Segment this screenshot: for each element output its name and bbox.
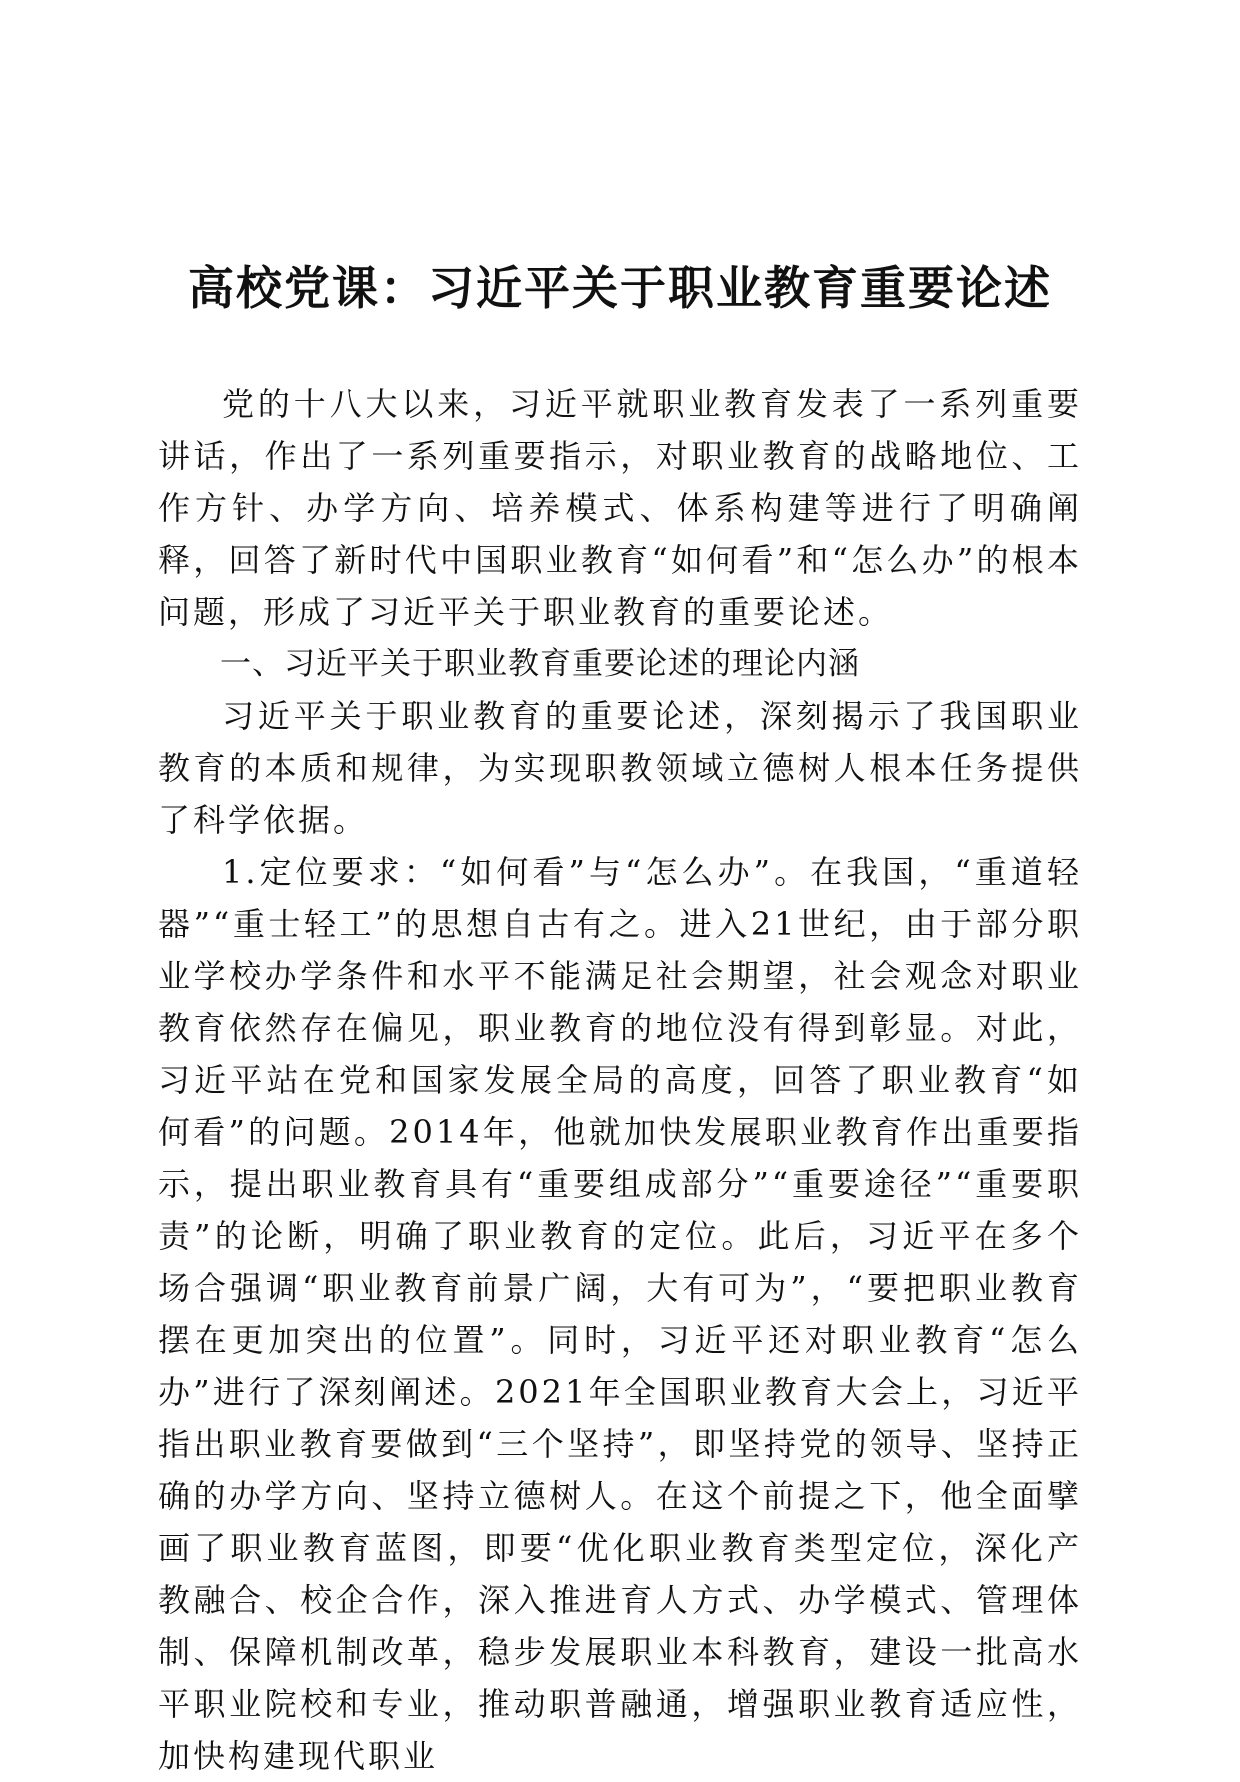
section-1-heading: 一、习近平关于职业教育重要论述的理论内涵 xyxy=(220,646,860,682)
point-1-paragraph: 1.定位要求：“如何看”与“怎么办”。在我国，“重道轻器”“重士轻工”的思想自古有之。进入21世纪，由于部分职业学校办学条件和水平不能满足社会期望，社会观念对职业教育依然存在偏见，职业教育的地位没有得到彰显。对此，习近平站在党和国家发展全局的高度，回答了职业教育“如何看”的问题。2014年，他就加快发展职业教育作出重要指示，提出职业教育具有“重要组成部分”“重要途径”“重要职责”的论断，明确了职业教育的定位。此后，习近平在多个场合强调“职业教育前景广阔，大有可为”，“要把职业教育摆在更加突出的位置”。同时，习近平还对职业教育“怎么办”进行了深刻阐述。2021年全国职业教育大会上，习近平指出职业教育要做到“三个坚持”，即坚持党的领导、坚持正确的办学方向、坚持立德树人。在这个前提之下，他全面擘画了职业教育蓝图，即要“优化职业教育类型定位，深化产教融合、校企合作，深入推进育人方式、办学模式、管理体制、保障机制改革，稳步发展职业本科教育，建设一批高水平职业院校和专业，推动职普融通，增强职业教育适应性，加快构建现代职业 xyxy=(158,853,1082,1775)
document-title: 高校党课：习近平关于职业教育重要论述 xyxy=(188,261,1052,315)
section-1-intro-paragraph: 习近平关于职业教育的重要论述，深刻揭示了我国职业教育的本质和规律，为实现职教领域立德树人根本任务提供了科学依据。 xyxy=(158,697,1082,839)
document-body xyxy=(158,378,1082,1782)
intro-paragraph: 党的十八大以来，习近平就职业教育发表了一系列重要讲话，作出了一系列重要指示，对职业教育的战略地位、工作方针、办学方向、培养模式、体系构建等进行了明确阐释，回答了新时代中国职业教育“如何看”和“怎么办”的根本问题，形成了习近平关于职业教育的重要论述。 xyxy=(158,385,1082,631)
